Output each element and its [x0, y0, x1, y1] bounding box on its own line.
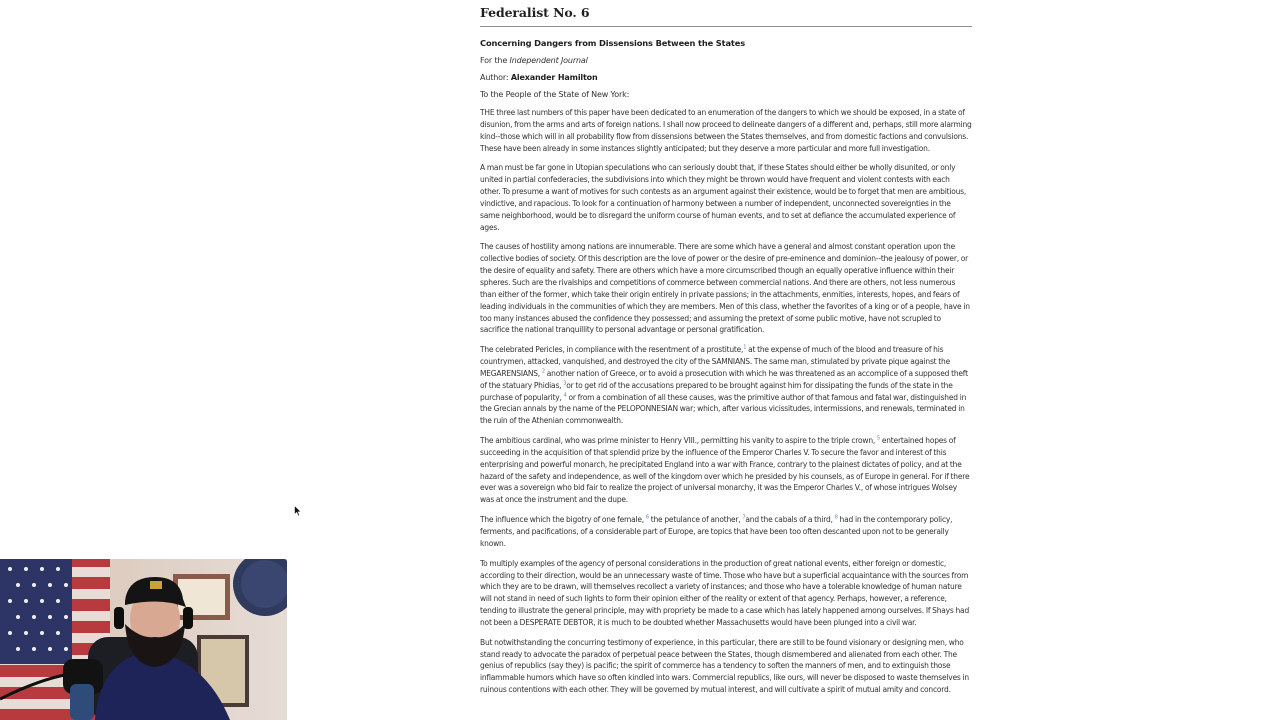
paragraph: But notwithstanding the concurring testimony of experience, in this particular, there are still to be found visionary or designing men, who stand ready to advocate the paradox of perpetual peace between the States, though dismembered and alienated from each other. The genius of republics (say they) is pacific; the spirit of commerce has a tendency to soften the manners of men, and to extinguish those inflammable humors which have so often kindled into wars. Commercial republics, like ours, will never be disposed to waste themselves in ruinous contentions with each other. They will be governed by mutual interest, and will cultivate a spirit of mutual amity and concord. — [480, 637, 969, 695]
text: The ambitious cardinal, who was prime minister to Henry VIII., permitting his vanity to aspire to the triple crown, — [480, 436, 876, 446]
author-line — [480, 73, 972, 82]
text: The celebrated Pericles, in compliance with the resentment of a prostitute, — [480, 345, 744, 355]
article — [480, 0, 972, 696]
footnote-link-6[interactable]: 6 — [645, 514, 649, 521]
author-name: Alexander Hamilton — [510, 73, 598, 82]
text: The influence which the bigotry of one female, — [480, 515, 644, 525]
text: or from a combination of all these causes, was the primitive author of that famous and fatal war, distinguished in the Grecian annals by the name of the PELOPONNESIAN war; which, after various vicissitudes, intermissions, and renewals, terminated in the ruin of the Athenian commonwealth. — [480, 392, 967, 426]
footnote-link-3[interactable]: 3 — [563, 380, 567, 387]
footnote-link-2[interactable]: 2 — [541, 368, 545, 375]
footnote-link-4[interactable]: 4 — [563, 392, 567, 399]
text: the petulance of another, — [648, 515, 741, 525]
salutation: To the People of the State of New York: — [480, 90, 630, 99]
paragraph-pericles — [480, 344, 972, 427]
author-label: Author: — [480, 73, 511, 82]
paragraph: The causes of hostility among nations are innumerable. There are some which have a general and almost constant operation upon the collective bodies of society. Of this description are the love of power or the desire of pre-eminence and dominion--the jealousy of power, or the desire of equality and safety. There are others which have a more circumscribed though an equally operative influence within their spheres. Such are the rivalships and competitions of commerce between commercial nations. And there are others, not less numerous than either of the former, which take their origin entirely in private passions; in the attachments, enmities, interests, hopes, and fears of leading individuals in the communities of which they are members. Men of this class, whether the favorites of a king or of a people, have in too many instances abused the confidence they possessed; and assuming the pretext of some public motive, have not scrupled to sacrifice the national tranquillity to personal advantage or personal gratification. — [480, 242, 970, 335]
footnote-link-7[interactable]: 7 — [742, 514, 746, 521]
publication-prefix: For the — [480, 56, 510, 65]
paragraph-cardinal — [480, 435, 972, 506]
text: another nation of Greece, or to avoid a prosecution with which he was threatened as an accomplice of a supposed theft of the statuary Phidias, — [480, 368, 968, 390]
webcam-overlay — [0, 559, 287, 720]
text: or to get rid of the accusations prepared to be brought against him for dissipating the funds of the state in the purchase of popularity, — [480, 380, 953, 402]
footnote-link-8[interactable]: 8 — [834, 514, 838, 521]
footnote-link-1[interactable]: 1 — [743, 344, 747, 351]
footnote-link-5[interactable]: 5 — [876, 435, 880, 442]
mouse-cursor-icon — [294, 505, 302, 517]
page-title: Federalist No. 6 — [480, 5, 972, 27]
paragraph-influence — [480, 514, 972, 550]
text: had in the contemporary policy, ferments, and pacifications, of a considerable part of Europe, are topics that have been too often descanted upon not to be generally known. — [480, 515, 953, 548]
text: and the cabals of a third, — [745, 515, 833, 525]
paragraph: To multiply examples of the agency of personal considerations in the production of great national events, either foreign or domestic, according to their direction, would be an unnecessary waste of time. Those who have but a superficial acquaintance with the sources from which they are to be drawn, will themselves recollect a variety of instances; and those who have a tolerable knowledge of human nature will not stand in need of such lights to form their opinion either of the reality or extent of that agency. Perhaps, however, a reference, tending to illustrate the general principle, may with propriety be made to a case which has lately happened among ourselves. If Shays had not been a DESPERATE DEBTOR, it is much to be doubted whether Massachusetts would have been plunged into a civil war. — [480, 558, 970, 627]
publication-name: Independent Journal — [509, 56, 588, 65]
text: entertained hopes of succeeding in the acquisition of that splendid prize by the influence of the Emperor Charles V. To secure the favor and interest of this enterprising and powerful monarch, he precipitated England into a war with France, contrary to the plainest dictates of policy, and at the hazard of the safety and independence, as well of the kingdom over which he presided by his counsels, as of Europe in general. For if there ever was a sovereign who bid fair to realize the project of universal monarchy, it was the Emperor Charles V., of whose intrigues Wolsey was at once the instrument and the dupe. — [480, 436, 970, 505]
webcam-feed-image — [0, 559, 287, 720]
article-subtitle: Concerning Dangers from Dissensions Between the States — [480, 38, 745, 48]
text: at the expense of much of the blood and treasure of his countrymen, attacked, vanquished, and destroyed the city of the SAMNIANS. The same man, stimulated by private pique against the MEGARENSIANS, — [480, 345, 951, 378]
paragraph: THE three last numbers of this paper have been dedicated to an enumeration of the dangers to which we should be exposed, in a state of disunion, from the arms and arts of foreign nations. I shall now proceed to delineate dangers of a different and, perhaps, still more alarming kind--those which will in all probability flow from dissensions between the States themselves, and from domestic factions and convulsions. These have been already in some instances slightly anticipated; but they deserve a more particular and more full investigation. — [480, 108, 972, 153]
publication-line — [480, 56, 972, 65]
paragraph: A man must be far gone in Utopian speculations who can seriously doubt that, if these States should either be wholly disunited, or only united in partial confederacies, the subdivisions into which they might be thrown would have frequent and violent contests with each other. To presume a want of motives for such contests as an argument against their existence, would be to forget that men are ambitious, vindictive, and rapacious. To look for a continuation of harmony between a number of independent, unconnected sovereignties in the same neighborhood, would be to disregard the uniform course of human events, and to set at defiance the accumulated experience of ages. — [480, 163, 967, 232]
